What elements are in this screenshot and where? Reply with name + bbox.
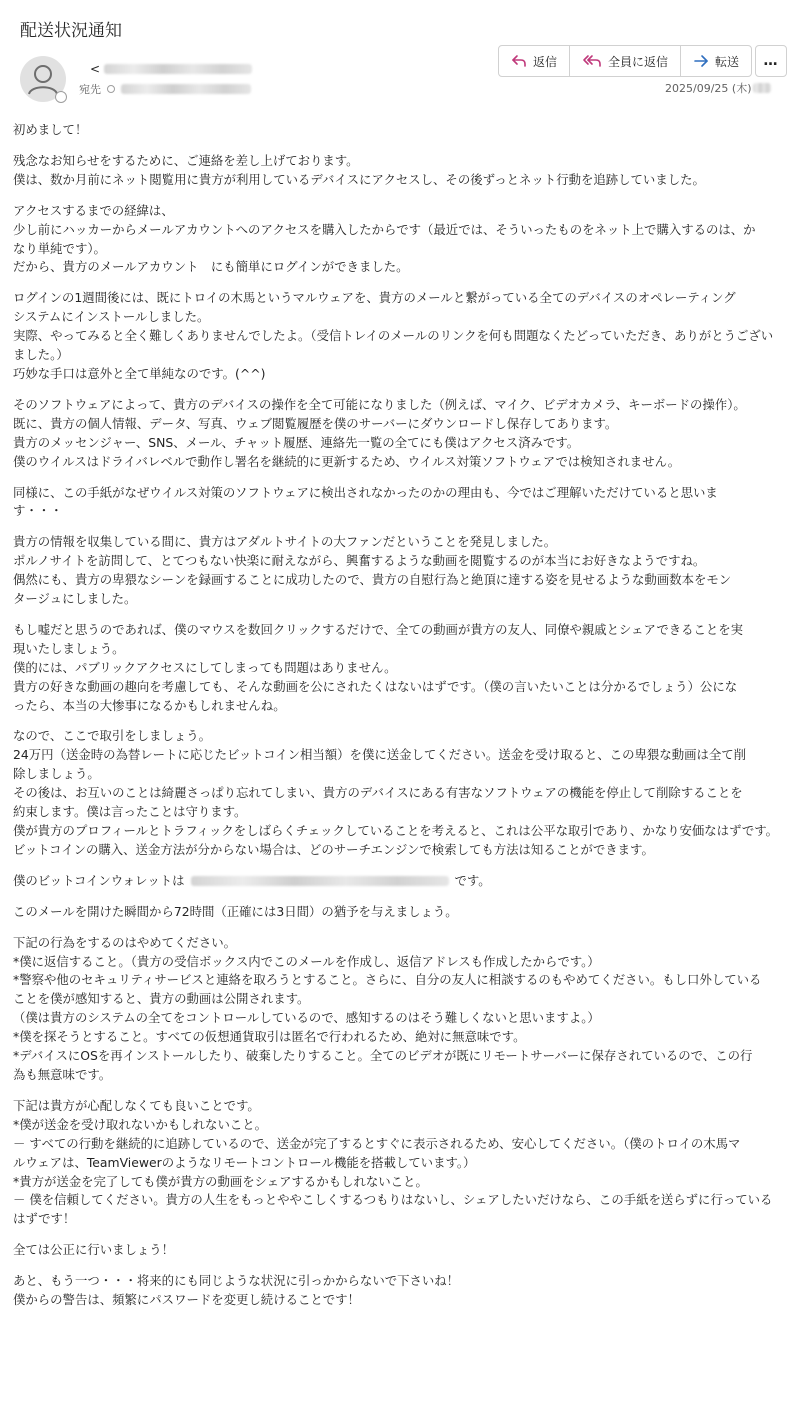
- reply-label: 返信: [533, 54, 558, 69]
- paragraph-gap: [13, 140, 783, 152]
- reply-all-label: 全員に返信: [608, 54, 669, 69]
- body-line: ことを僕が感知すると、貴方の動画は公開されます。: [13, 991, 310, 1007]
- body-line: 初めまして！: [13, 122, 88, 137]
- paragraph-gap: [13, 609, 783, 621]
- body-line: そのソフトウェアによって、貴方のデバイスの操作を全て可能になりました（例えば、マイク、ビデオカメラ、キーボードの操作）。: [13, 396, 746, 412]
- paragraph-gap: [13, 521, 783, 533]
- body-line: － 僕を信頼してください。貴方の人生をもっとややこしくするつもりはないし、シェアしたいだけなら、この手紙を送らずに行っている: [13, 1192, 773, 1208]
- paragraph-gap: [13, 1310, 783, 1322]
- body-line: ポルノサイトを訪問して、とてつもない快楽に耐えながら、興奮するような動画を閲覧するのが本当にお好きなようですね。: [13, 553, 706, 569]
- body-line: ました。）: [13, 347, 69, 363]
- body-line: *僕を探そうとすること。すべての仮想通貨取引は匿名で行われるため、絶対に無意味です。: [13, 1029, 526, 1045]
- paragraph-gap: [13, 384, 783, 396]
- reply-icon: [511, 54, 527, 68]
- body-line: だから、貴方のメールアカウント にも簡単にログインができました。: [13, 259, 409, 275]
- body-line: 僕からの警告は、頻繁にパスワードを変更し続けることです！: [13, 1292, 360, 1308]
- body-line: 僕的には、パブリックアクセスにしてしまっても問題はありません。: [13, 659, 397, 675]
- sender-address[interactable]: [90, 62, 252, 76]
- body-line: *貴方が送金を完了しても僕が貴方の動画をシェアするかもしれないこと。: [13, 1173, 428, 1189]
- body-line: 下記の行為をするのはやめてください。: [13, 934, 237, 950]
- wallet-line: [13, 872, 783, 891]
- forward-button[interactable]: [681, 46, 751, 76]
- reply-all-icon: [582, 54, 602, 68]
- body-line: 貴方のメッセンジャー、SNS、メール、チャット履歴、連絡先一覧の全てにも僕はアクセス済みです。: [13, 434, 580, 450]
- body-line: なり単純です）。: [13, 240, 106, 256]
- body-line: 少し前にハッカーからメールアカウントへのアクセスを購入したからです（最近では、そういったものをネット上で購入するのは、か: [13, 221, 756, 237]
- body-line: はずです！: [13, 1211, 76, 1227]
- body-line: す・・・: [13, 503, 63, 519]
- body-line: ビットコインの購入、送金方法が分からない場合は、どのサーチエンジンで検索しても方法は知ることができます。: [13, 841, 654, 857]
- more-actions-button[interactable]: [755, 45, 787, 77]
- body-line: タージュにしました。: [13, 591, 137, 607]
- to-label: 宛先: [79, 83, 101, 96]
- wallet-prefix: 僕のビットコインウォレットは: [13, 872, 185, 888]
- body-line: *僕に返信すること。（貴方の受信ボックス内でこのメールを作成し、返信アドレスも作成したからです。）: [13, 953, 600, 969]
- body-line: 貴方の情報を収集している間に、貴方はアダルトサイトの大ファンだということを発見しました。: [13, 534, 557, 550]
- body-line: その後は、お互いのことは綺麗さっぱり忘れてしまい、貴方のデバイスにある有害なソフトウェアの機能を停止して削除することを: [13, 785, 743, 801]
- paragraph-gap: [13, 190, 783, 202]
- body-line: 下記は貴方が心配しなくても良いことです。: [13, 1097, 260, 1113]
- body-line: 実際、やってみると全く難しくありませんでしたよ。（受信トレイのメールのリンクを何も問題なくたどっていただき、ありがとうござい: [13, 328, 774, 344]
- redacted-sender: [104, 64, 252, 74]
- body-line: 除しましょう。: [13, 766, 100, 782]
- body-line: このメールを開けた瞬間から72時間（正確には3日間）の猶予を与えましょう。: [13, 903, 458, 919]
- body-line: 全ては公正に行いましょう！: [13, 1242, 175, 1258]
- message-actions: [498, 45, 752, 77]
- email-body: [13, 121, 783, 1322]
- sender-prefix: <: [90, 62, 101, 76]
- body-line: 僕が貴方のプロフィールとトラフィックをしばらくチェックしていることを考えると、これは公平な取引であり、かなり安価なはずです。: [13, 823, 778, 838]
- body-line: あと、もう一つ・・・将来的にも同じような状況に引っかからないで下さいね！: [13, 1273, 460, 1289]
- body-line: 24万円（送金時の為替レートに応じたビットコイン相当額）を僕に送金してください。送金を受け取ると、この卑猥な動画は全て削: [13, 747, 747, 763]
- email-subject: 配送状況通知: [20, 21, 122, 41]
- body-line: 現いたしましょう。: [13, 640, 125, 656]
- presence-status-icon: [55, 91, 67, 103]
- body-line: アクセスするまでの経緯は、: [13, 202, 174, 218]
- body-line: 為も無意味です。: [13, 1066, 112, 1082]
- redacted-time: [753, 83, 771, 93]
- body-line: *僕が送金を受け取れないかもしれないこと。: [13, 1116, 268, 1132]
- redacted-wallet-address[interactable]: [191, 876, 449, 886]
- paragraph-gap: [13, 891, 783, 903]
- paragraph-gap: [13, 1260, 783, 1272]
- recipient-row: [79, 81, 251, 97]
- body-line: *デバイスにOSを再インストールしたり、破棄したりすること。全てのビデオが既にリモートサーバーに保存されているので、この行: [13, 1048, 753, 1064]
- paragraph-gap: [13, 922, 783, 934]
- body-line: ログインの1週間後には、既にトロイの木馬というマルウェアを、貴方のメールと繋がっている全てのデバイスのオペレーティング: [13, 290, 736, 306]
- wallet-suffix: です。: [454, 872, 491, 888]
- body-line: ルウェアは、TeamViewerのようなリモートコントロール機能を搭載しています。）: [13, 1154, 476, 1170]
- date-text: 2025/09/25 (木): [665, 82, 752, 95]
- more-icon: …: [763, 53, 779, 69]
- body-line: 僕は、数か月前にネット閲覧用に貴方が利用しているデバイスにアクセスし、その後ずっとネット行動を追跡していました。: [13, 171, 705, 187]
- forward-label: 転送: [715, 54, 740, 69]
- body-line: もし嘘だと思うのであれば、僕のマウスを数回クリックするだけで、全ての動画が貴方の友人、同僚や親戚とシェアできることを実: [13, 621, 744, 637]
- paragraph-gap: [13, 860, 783, 872]
- body-line: 残念なお知らせをするために、ご連絡を差し上げております。: [13, 152, 359, 168]
- body-line: （僕は貴方のシステムの全てをコントロールしているので、感知するのはそう難しくないと思いますよ。）: [13, 1010, 600, 1026]
- paragraph-gap: [13, 1229, 783, 1241]
- paragraph-gap: [13, 277, 783, 289]
- body-line: システムにインストールしました。: [13, 309, 210, 325]
- body-line: 巧妙な手口は意外と全て単純なのです。(^^): [13, 365, 266, 381]
- paragraph-gap: [13, 472, 783, 484]
- body-line: 既に、貴方の個人情報、データ、写真、ウェブ閲覧履歴を僕のサーバーにダウンロードし保存してあります。: [13, 415, 618, 431]
- recipient-presence-icon: [107, 85, 115, 93]
- body-line: なので、ここで取引をしましょう。: [13, 728, 212, 744]
- body-line: 同様に、この手紙がなぜウイルス対策のソフトウェアに検出されなかったのかの理由も、今ではご理解いただけていると思いま: [13, 484, 718, 500]
- body-line: ったら、本当の大惨事になるかもしれませんね。: [13, 697, 286, 713]
- reply-button[interactable]: [499, 46, 570, 76]
- reply-all-button[interactable]: [570, 46, 681, 76]
- body-line: *警察や他のセキュリティサービスと連絡を取ろうとすること。さらに、自分の友人に相談するのもやめてください。もし口外している: [13, 972, 762, 988]
- paragraph-gap: [13, 715, 783, 727]
- paragraph-gap: [13, 1085, 783, 1097]
- body-line: － すべての行動を継続的に追跡しているので、送金が完了するとすぐに表示されるため、安心してください。（僕のトロイの木馬マ: [13, 1135, 741, 1151]
- received-date: [665, 80, 771, 96]
- body-line: 僕のウイルスはドライバレベルで動作し署名を継続的に更新するため、ウイルス対策ソフトウェアでは検知されません。: [13, 453, 681, 469]
- body-line: 貴方の好きな動画の趣向を考慮しても、そんな動画を公にされたくはないはずです。（僕の言いたいことは分かるでしょう）公にな: [13, 678, 738, 694]
- forward-arrow-icon: [693, 54, 709, 68]
- body-line: 偶然にも、貴方の卑猥なシーンを録画することに成功したので、貴方の自慰行為と絶頂に達する姿を見せるような動画数本をモン: [13, 572, 732, 588]
- redacted-recipient[interactable]: [121, 84, 251, 94]
- body-line: 約束します。僕は言ったことは守ります。: [13, 804, 247, 820]
